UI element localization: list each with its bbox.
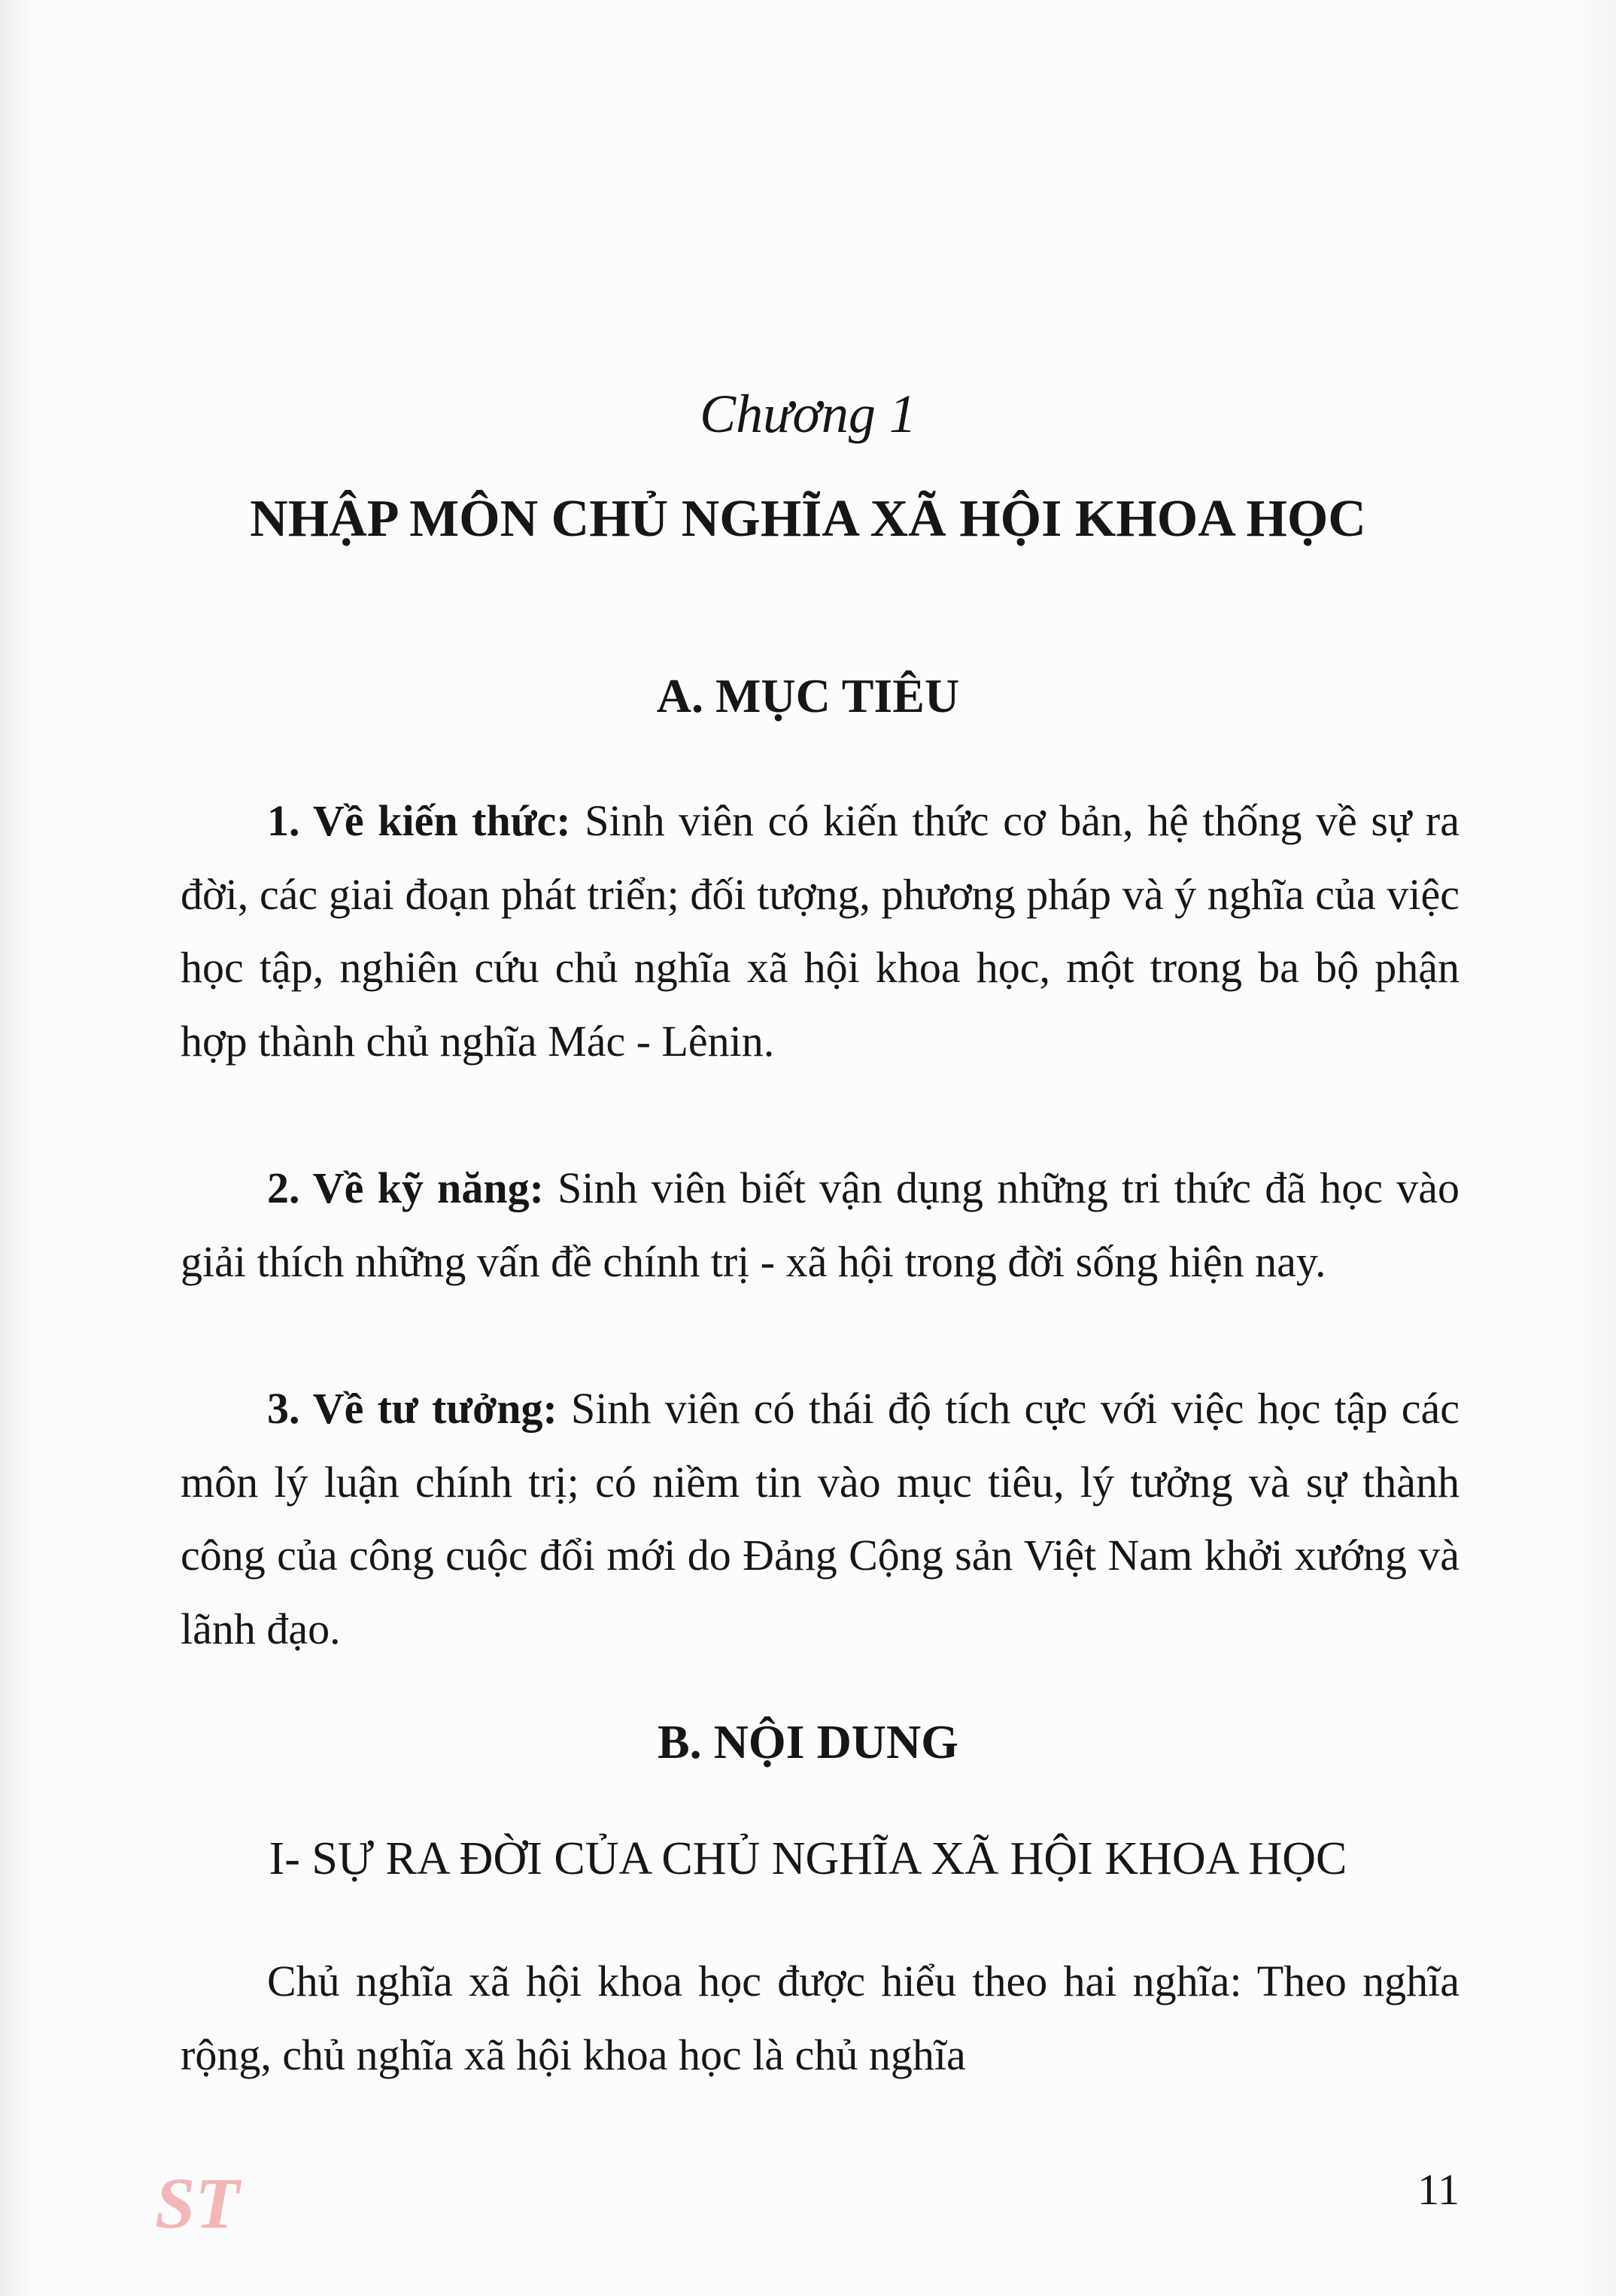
publisher-logo [154,2160,240,2243]
chapter-label: Chương 1 [700,384,916,444]
section-b-subheading: I- SỰ RA ĐỜI CỦA CHỦ NGHĨA XÃ HỘI KHOA HỌC [269,1833,1347,1884]
objective-ideology-label: 3. Về tư tưởng: [267,1384,557,1433]
chapter-title: NHẬP MÔN CHỦ NGHĨA XÃ HỘI KHOA HỌC [250,490,1366,548]
objective-knowledge-label: 1. Về kiến thức: [267,796,571,845]
page-number: 11 [1417,2165,1460,2214]
objective-knowledge-text: Sinh viên có kiến thức cơ bản, hệ thống về sự ra đời, các giai đoạn phát triển; đối tượng, phương pháp và ý nghĩa của việc học tập, nghiên cứu chủ nghĩa xã hội khoa học, một trong ba bộ phận hợp thành chủ nghĩa Mác - Lênin. [181,796,1460,1066]
objective-ideology-text: Sinh viên có thái độ tích cực với việc học tập các môn lý luận chính trị; có niềm tin vào mục tiêu, lý tưởng và sự thành công của công cuộc đổi mới do Đảng Cộng sản Việt Nam khởi xướng và lãnh đạo. [181,1384,1460,1653]
section-b-paragraph: Chủ nghĩa xã hội khoa học được hiểu theo hai nghĩa: Theo nghĩa rộng, chủ nghĩa xã hội khoa học là chủ nghĩa [181,1957,1460,2079]
section-b-heading: B. NỘI DUNG [657,1715,959,1768]
objective-skills-text: Sinh viên biết vận dụng những tri thức đã học vào giải thích những vấn đề chính trị - xã hội trong đời sống hiện nay. [181,1163,1460,1286]
objective-knowledge [181,784,1460,1078]
objective-ideology [181,1372,1460,1665]
objective-skills-label: 2. Về kỹ năng: [267,1163,544,1212]
objective-skills [181,1151,1460,1298]
section-a-heading: A. MỤC TIÊU [656,669,960,722]
svg-text:ST: ST [154,2163,240,2243]
